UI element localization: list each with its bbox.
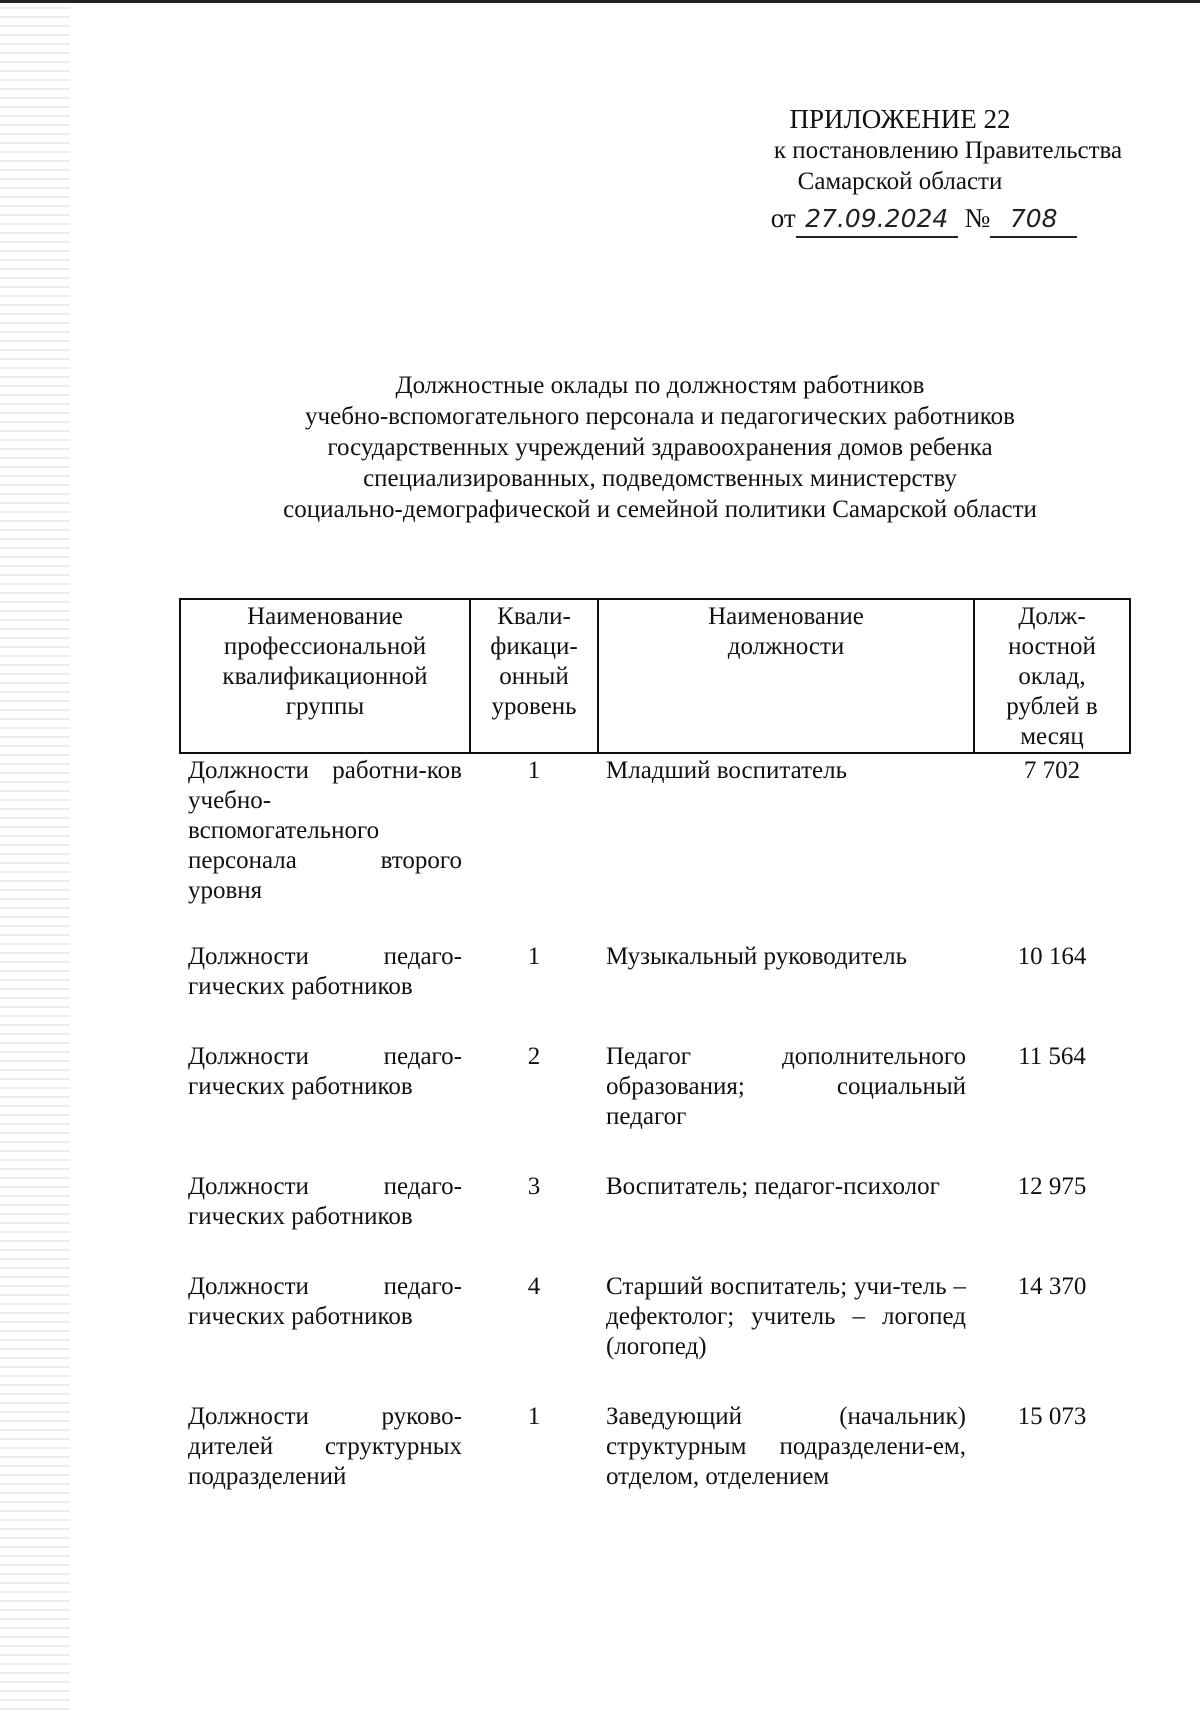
heading-line: социально-демографической и семейной политики Самарской области <box>283 496 1037 523</box>
cell-salary: 11 564 <box>1018 1043 1086 1070</box>
heading-line: учебно-вспомогательного персонала и педагогических работников <box>305 403 1015 430</box>
scan-left-edge-noise <box>0 0 70 1711</box>
table-header-row <box>180 599 1130 753</box>
cell-salary: 10 164 <box>1017 943 1087 970</box>
cell-salary: 12 975 <box>1017 1173 1087 1200</box>
decree-number: 708 <box>990 202 1077 238</box>
cell-level: 1 <box>527 943 541 970</box>
cell-position: Педагог дополнительного образования; социальный педагог <box>606 1043 966 1130</box>
header-level: Квали-фикаци-онный уровень <box>470 599 598 753</box>
cell-position: Младший воспитатель <box>606 757 847 784</box>
appendix-region-line: Самарской области <box>797 168 1003 195</box>
cell-salary: 7 702 <box>1023 757 1081 784</box>
table-row <box>180 1170 1130 1270</box>
decree-number-sign: № <box>964 203 991 233</box>
table-row <box>180 940 1130 1040</box>
table-row <box>180 1400 1130 1530</box>
cell-salary: 15 073 <box>1017 1403 1087 1430</box>
cell-group: Должности педаго-гических работников <box>188 1173 462 1230</box>
cell-position: Заведующий (начальник) структурным подразделени-ем, отделом, отделением <box>606 1403 966 1490</box>
appendix-block <box>690 104 1123 238</box>
cell-group: Должности педаго-гических работников <box>188 1273 462 1330</box>
header-position: Наименование должности <box>598 599 974 753</box>
heading-line: Должностные оклады по должностям работников <box>395 372 925 399</box>
table-row <box>180 1040 1130 1170</box>
cell-position: Музыкальный руководитель <box>606 943 908 970</box>
appendix-title: ПРИЛОЖЕНИЕ 22 <box>789 104 1011 134</box>
cell-level: 2 <box>527 1043 541 1070</box>
cell-group: Должности педаго-гических работников <box>188 1043 462 1100</box>
decree-date: 27.09.2024 <box>796 202 958 238</box>
cell-position: Воспитатель; педагог-психолог <box>606 1173 940 1200</box>
decree-reference <box>714 201 1134 238</box>
cell-group: Должности руково-дителей структурных подразделений <box>188 1403 462 1490</box>
cell-group: Должности работни-ков учебно-вспомогательного персонала второго уровня <box>188 757 462 904</box>
table-row <box>180 753 1130 940</box>
appendix-decree-line: к постановлению Правительства <box>773 137 1123 164</box>
cell-level: 1 <box>527 757 541 784</box>
cell-salary: 14 370 <box>1017 1273 1087 1300</box>
header-group: Наименование профессиональной квалификационной группы <box>180 599 470 753</box>
heading-line: государственных учреждений здравоохранения домов ребенка <box>327 434 993 461</box>
decree-prefix: от <box>770 203 796 233</box>
heading-line: специализированных, подведомственных министерству <box>363 465 957 492</box>
cell-group: Должности педаго-гических работников <box>188 943 462 1000</box>
cell-level: 4 <box>527 1273 541 1300</box>
salary-table <box>179 598 1131 1530</box>
cell-level: 3 <box>527 1173 541 1200</box>
cell-level: 1 <box>527 1403 541 1430</box>
cell-position: Старший воспитатель; учи-тель – дефектолог; учитель – логопед (логопед) <box>606 1273 966 1360</box>
scan-top-border <box>0 0 1200 3</box>
document-heading <box>180 370 1140 525</box>
table-row <box>180 1270 1130 1400</box>
header-salary: Долж-ностной оклад, рублей в месяц <box>974 599 1130 753</box>
